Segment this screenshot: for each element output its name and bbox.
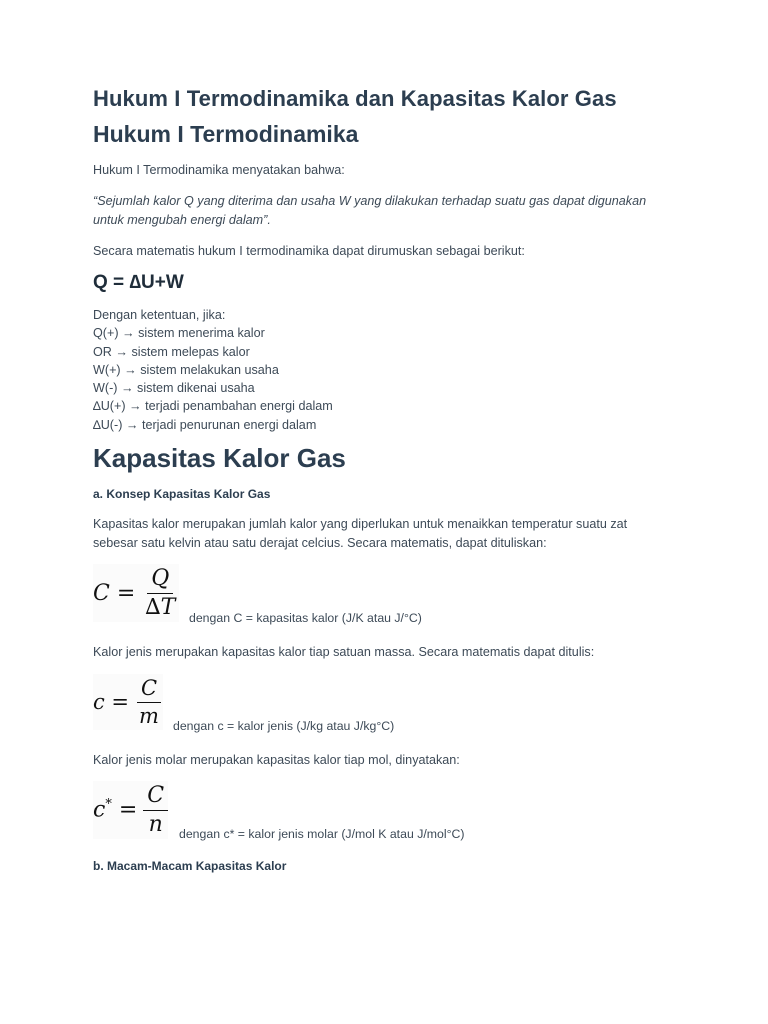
conditions-list-item: Dengan ketentuan, jika: bbox=[93, 308, 226, 322]
formula-lhs-base: c bbox=[93, 797, 106, 823]
conditions-list-item: Q(+) → sistem menerima kalor bbox=[93, 326, 265, 341]
math-intro-paragraph: Secara matematis hukum I termodinamika dapat dirumuskan sebagai berikut: bbox=[93, 244, 525, 258]
formula-fraction bbox=[141, 566, 179, 620]
heat-capacity-caption: dengan C = kapasitas kalor (J/K atau J/°C) bbox=[189, 611, 422, 625]
formula-fraction bbox=[135, 676, 163, 727]
conditions-list-item: W(-) → sistem dikenai usaha bbox=[93, 381, 255, 396]
formula-numerator: C bbox=[143, 783, 168, 810]
formula-denominator: m bbox=[139, 703, 159, 728]
molar-heat-caption: dengan c* = kalor jenis molar (J/mol K atau J/mol°C) bbox=[179, 827, 465, 841]
conditions-list-item: ∆U(+) → terjadi penambahan energi dalam bbox=[93, 399, 333, 414]
formula-numerator: C bbox=[137, 676, 161, 702]
formula-lhs: C = bbox=[93, 580, 136, 606]
formula-lhs bbox=[93, 797, 137, 822]
specific-heat-paragraph: Kalor jenis merupakan kapasitas kalor tiap satuan massa. Secara matematis dapat ditulis: bbox=[93, 645, 595, 659]
formula-lhs: c = bbox=[93, 690, 130, 714]
formula-lhs-equals: = bbox=[111, 797, 138, 823]
formula-fraction bbox=[143, 783, 168, 837]
section-heading-kapasitas: Kapasitas Kalor Gas bbox=[93, 443, 346, 473]
specific-heat-caption: dengan c = kalor jenis (J/kg atau J/kg°C) bbox=[173, 719, 395, 733]
molar-heat-paragraph: Kalor jenis molar merupakan kapasitas kalor tiap mol, dinyatakan: bbox=[93, 753, 460, 767]
page-title: Hukum I Termodinamika dan Kapasitas Kalor Gas bbox=[93, 86, 617, 111]
formula-numerator: Q bbox=[147, 566, 173, 593]
intro-paragraph: Hukum I Termodinamika menyatakan bahwa: bbox=[93, 163, 345, 177]
formula-denominator: n bbox=[148, 811, 163, 837]
heat-capacity-formula bbox=[93, 564, 179, 622]
formula-lhs-superscript: * bbox=[105, 797, 112, 813]
quote-paragraph: “Sejumlah kalor Q yang diterima dan usaha W yang dilakukan terhadap suatu gas dapat digunakan untuk mengubah energi dalam”. bbox=[93, 194, 647, 227]
subheading-konsep: a. Konsep Kapasitas Kalor Gas bbox=[93, 487, 271, 501]
specific-heat-formula bbox=[93, 674, 163, 730]
conditions-list-item: ∆U(-) → terjadi penurunan energi dalam bbox=[93, 417, 317, 432]
conditions-list-item: OR → sistem melepas kalor bbox=[93, 344, 250, 359]
conditions-list-item: W(+) → sistem melakukan usaha bbox=[93, 362, 279, 377]
formula-denominator: ∆T bbox=[145, 594, 176, 620]
heat-capacity-paragraph: Kapasitas kalor merupakan jumlah kalor yang diperlukan untuk menaikkan temperatur suatu zat sebesar satu kelvin atau satu derajat celcius. Secara matematis, dapat dituliskan: bbox=[93, 517, 628, 550]
first-law-equation: Q = ∆U+W bbox=[93, 272, 184, 293]
section-heading-hukum-i: Hukum I Termodinamika bbox=[93, 121, 359, 147]
subheading-macam: b. Macam-Macam Kapasitas Kalor bbox=[93, 859, 287, 873]
conditions-list bbox=[93, 306, 333, 434]
molar-heat-formula bbox=[93, 781, 168, 839]
